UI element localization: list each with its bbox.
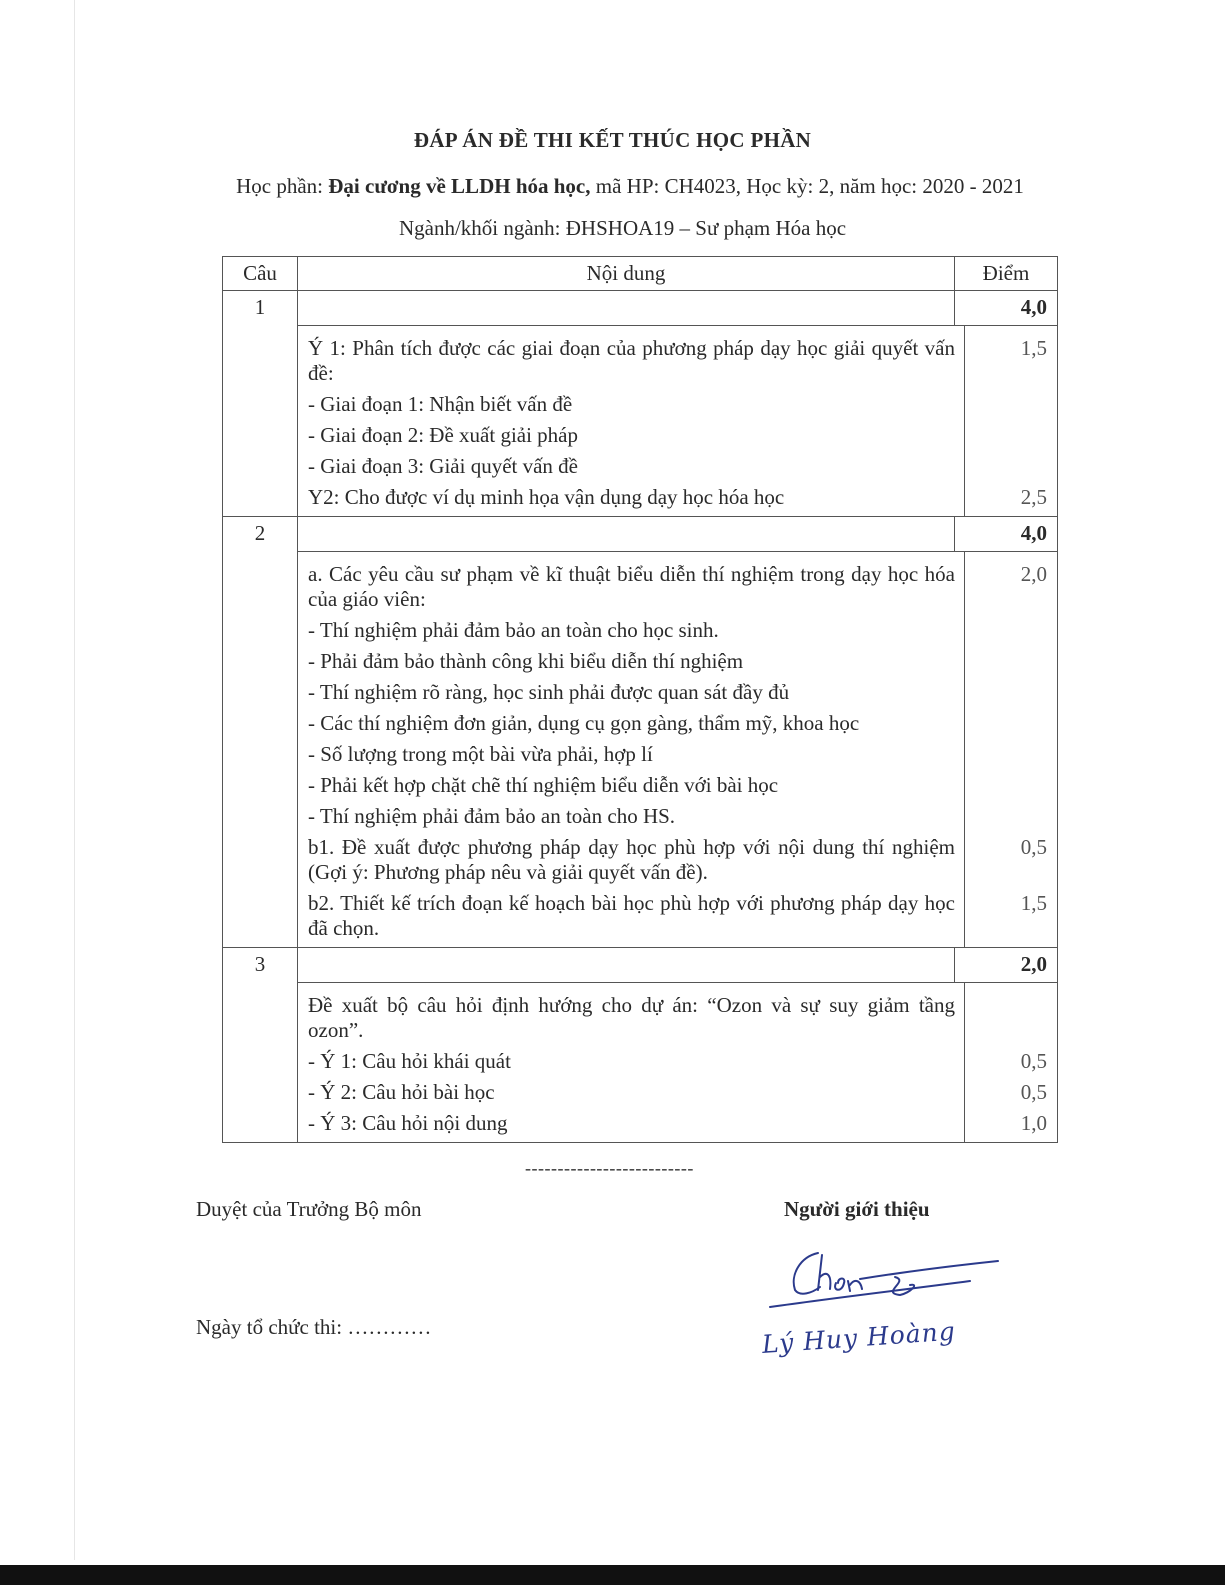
- answer-item-text: Ý 1: Phân tích được các giai đoạn của phương pháp dạy học giải quyết vấn đề:: [308, 336, 955, 385]
- answer-item-points: [965, 711, 1057, 736]
- answer-item-text: - Số lượng trong một bài vừa phải, hợp lí: [308, 742, 653, 766]
- answer-item-text: - Phải đảm bảo thành công khi biểu diễn thí nghiệm: [308, 649, 744, 673]
- answer-item-text: b2. Thiết kế trích đoạn kế hoạch bài học phù hợp với phương pháp dạy học đã chọn.: [308, 891, 955, 940]
- question-header-row: [223, 517, 1058, 552]
- column-divider: [964, 552, 966, 947]
- separator-line: --------------------------: [525, 1158, 694, 1178]
- answer-item-text: - Thí nghiệm phải đảm bảo an toàn cho học sinh.: [308, 618, 719, 642]
- answer-item-points: 2,0: [1020, 562, 1047, 586]
- answer-item-points: [965, 742, 1057, 767]
- answer-item-text: - Phải kết hợp chặt chẽ thí nghiệm biểu diễn với bài học: [308, 773, 779, 797]
- course-line: [0, 174, 1225, 199]
- question-total-points: 4,0: [955, 517, 1058, 552]
- signature: [760, 1235, 1020, 1325]
- question-number: 2: [223, 517, 298, 948]
- course-prefix: Học phần:: [236, 174, 329, 198]
- approval-label: Duyệt của Trưởng Bộ môn: [196, 1197, 422, 1221]
- question-content: [298, 326, 1058, 517]
- answer-item: [298, 736, 1057, 767]
- question-total-points: 4,0: [955, 291, 1058, 326]
- answer-item: [298, 417, 1057, 448]
- question-body-row: [223, 983, 1058, 1143]
- question-total-points: 2,0: [955, 948, 1058, 983]
- question-blank: [298, 948, 955, 983]
- answer-item-text: b1. Đề xuất được phương pháp dạy học phù hợp với nội dung thí nghiệm (Gợi ý: Phương pháp nêu và giải quyết vấn đề).: [308, 835, 955, 884]
- header-diem: Điểm: [955, 257, 1058, 291]
- answer-item: [298, 1043, 1057, 1074]
- answer-item-points: [965, 392, 1057, 417]
- answer-item: [298, 330, 1057, 386]
- document-title: ĐÁP ÁN ĐỀ THI KẾT THÚC HỌC PHẦN: [413, 128, 812, 152]
- answer-item-points: [965, 649, 1057, 674]
- answer-item-points: 0,5: [1020, 835, 1047, 859]
- question-number: 3: [223, 948, 298, 1143]
- answer-item: [298, 612, 1057, 643]
- answer-item: [298, 798, 1057, 829]
- answer-item-text: - Giai đoạn 3: Giải quyết vấn đề: [308, 454, 579, 478]
- column-divider: [964, 326, 966, 516]
- scan-bottom-bar: [0, 1565, 1225, 1585]
- answer-item-points: 0,5: [1020, 1080, 1047, 1104]
- question-header-row: [223, 948, 1058, 983]
- answer-item-points: [965, 993, 1057, 1043]
- question-content: [298, 552, 1058, 948]
- course-name: Đại cương về LLDH hóa học,: [328, 174, 591, 198]
- answer-item: [298, 479, 1057, 510]
- answer-item-points: [965, 804, 1057, 829]
- answer-item: [298, 1105, 1057, 1136]
- answer-table: [222, 256, 1058, 1143]
- answer-item-text: - Thí nghiệm rõ ràng, học sinh phải được quan sát đầy đủ: [308, 680, 790, 704]
- answer-item-text: - Ý 3: Câu hỏi nội dung: [308, 1111, 508, 1135]
- answer-item: [298, 987, 1057, 1043]
- answer-item-text: a. Các yêu cầu sư phạm về kĩ thuật biểu diễn thí nghiệm trong dạy học hóa của giáo viên:: [308, 562, 955, 611]
- answer-item: [298, 767, 1057, 798]
- question-body-row: [223, 552, 1058, 948]
- answer-item: [298, 643, 1057, 674]
- answer-item-points: 0,5: [1020, 1049, 1047, 1073]
- question-blank: [298, 517, 955, 552]
- answer-item-points: 1,5: [1020, 891, 1047, 915]
- answer-item: [298, 386, 1057, 417]
- question-content: [298, 983, 1058, 1143]
- answer-item-points: [965, 454, 1057, 479]
- answer-item: [298, 705, 1057, 736]
- answer-item-text: - Ý 1: Câu hỏi khái quát: [308, 1049, 511, 1073]
- header-noi-dung: Nội dung: [298, 257, 955, 291]
- answer-item-points: [965, 680, 1057, 705]
- question-header-row: [223, 291, 1058, 326]
- answer-item: [298, 1074, 1057, 1105]
- answer-item-points: [965, 618, 1057, 643]
- answer-item-points: 2,5: [1020, 485, 1047, 509]
- answer-item: [298, 556, 1057, 612]
- answer-item: [298, 829, 1057, 885]
- answer-item-text: - Thí nghiệm phải đảm bảo an toàn cho HS.: [308, 804, 676, 828]
- question-number: 1: [223, 291, 298, 517]
- course-suffix: mã HP: CH4023, Học kỳ: 2, năm học: 2020 - 2021: [590, 174, 1024, 198]
- question-blank: [298, 291, 955, 326]
- column-divider: [964, 983, 966, 1142]
- answer-item: [298, 448, 1057, 479]
- question-body-row: [223, 326, 1058, 517]
- answer-item-text: Đề xuất bộ câu hỏi định hướng cho dự án: “Ozon và sự suy giảm tầng ozon”.: [308, 993, 955, 1042]
- presenter-label: Người giới thiệu: [784, 1197, 930, 1221]
- answer-item: [298, 885, 1057, 941]
- answer-item-points: [965, 773, 1057, 798]
- exam-date-label: Ngày tổ chức thi: …………: [196, 1315, 432, 1339]
- answer-item-points: 1,0: [1020, 1111, 1047, 1135]
- answer-item-points: 1,5: [1020, 336, 1047, 360]
- header-cau: Câu: [223, 257, 298, 291]
- table-header-row: [223, 257, 1058, 291]
- answer-item-text: - Các thí nghiệm đơn giản, dụng cụ gọn gàng, thẩm mỹ, khoa học: [308, 711, 860, 735]
- signature-name: Lý Huy Hoàng: [760, 1316, 957, 1359]
- answer-item-text: - Giai đoạn 2: Đề xuất giải pháp: [308, 423, 579, 447]
- answer-item-points: [965, 423, 1057, 448]
- answer-item-text: Y2: Cho được ví dụ minh họa vận dụng dạy học hóa học: [308, 485, 785, 509]
- answer-item-text: - Giai đoạn 1: Nhận biết vấn đề: [308, 392, 573, 416]
- major-line: Ngành/khối ngành: ĐHSHOA19 – Sư phạm Hóa học: [398, 216, 847, 240]
- answer-item-text: - Ý 2: Câu hỏi bài học: [308, 1080, 495, 1104]
- answer-item: [298, 674, 1057, 705]
